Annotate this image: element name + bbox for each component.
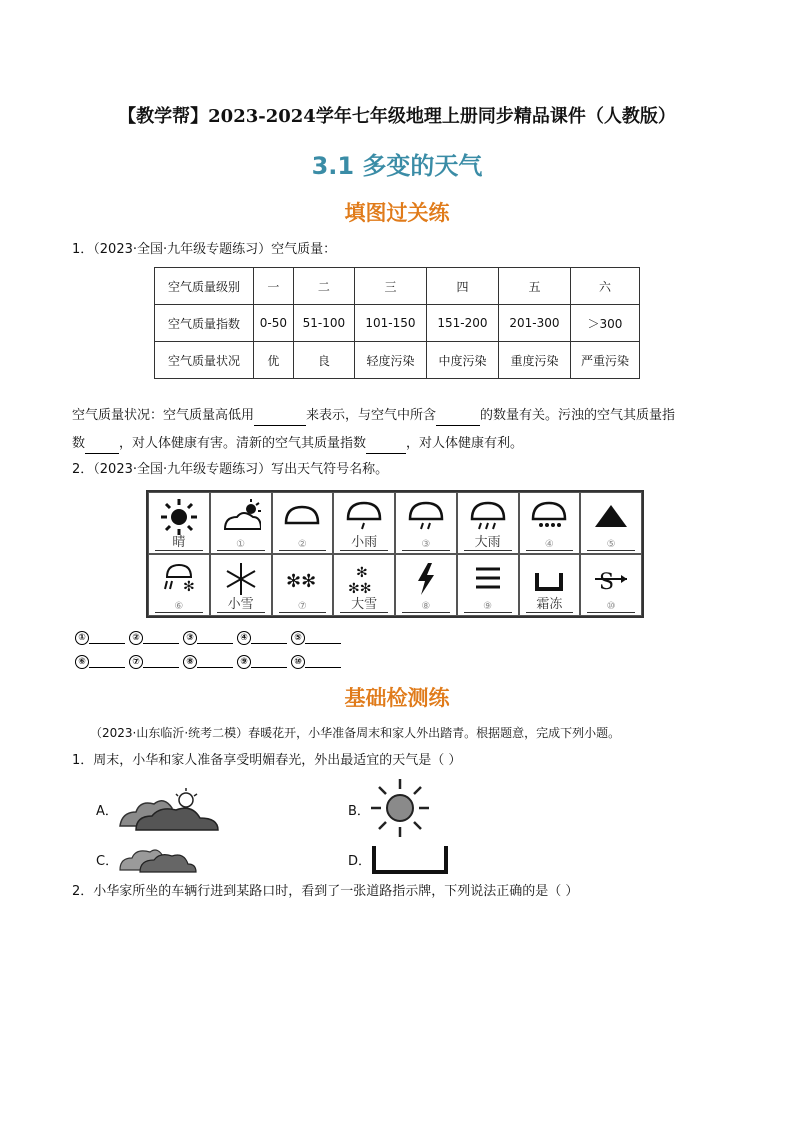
weather-label: 晴 <box>155 531 203 551</box>
answer-number: ⑨ <box>237 655 251 669</box>
answer-number: ⑧ <box>183 655 197 669</box>
question-1-prompt: 1．（2023·全国·九年级专题练习）空气质量： <box>72 242 337 257</box>
fog-icon <box>468 559 508 599</box>
answer-blank[interactable] <box>305 631 341 644</box>
answer-blank[interactable] <box>89 655 125 668</box>
answer-blank[interactable] <box>251 631 287 644</box>
fill-blank[interactable] <box>254 411 306 426</box>
answer-number: ② <box>129 631 143 645</box>
weather-label: 小雨 <box>340 531 388 551</box>
weather-cell <box>272 492 334 554</box>
weather-cell <box>457 492 519 554</box>
table-cell: 151-200 <box>426 305 498 342</box>
table-cell: 中度污染 <box>426 342 498 379</box>
lesson-title: 3.1 多变的天气 <box>311 152 483 180</box>
svg-text:✻✻: ✻✻ <box>286 571 317 592</box>
option-c-label[interactable]: C． <box>96 854 119 869</box>
answer-blank[interactable] <box>197 631 233 644</box>
option-b-label[interactable]: B． <box>348 804 370 819</box>
weather-label[interactable]: ④ <box>526 539 574 551</box>
sandstorm-icon <box>591 559 631 599</box>
table-row <box>155 268 640 305</box>
table-cell: 201-300 <box>498 305 570 342</box>
weather-cell <box>333 492 395 554</box>
fill-blank[interactable] <box>85 439 119 454</box>
table-cell: 良 <box>293 342 354 379</box>
weather-cell <box>395 492 457 554</box>
fill-text: 来表示，与空气中所含 <box>306 408 437 423</box>
answer-blank[interactable] <box>89 631 125 644</box>
weather-cell <box>148 492 210 554</box>
table-cell: 空气质量级别 <box>155 268 254 305</box>
question-1-fill-line-1 <box>72 406 675 426</box>
table-cell: 轻度污染 <box>354 342 426 379</box>
fill-text: 数 <box>72 436 86 451</box>
fill-blank[interactable] <box>366 439 406 454</box>
answer-number: ⑩ <box>291 655 305 669</box>
weather-label: 大雪 <box>340 593 388 613</box>
answer-number: ⑦ <box>129 655 143 669</box>
hail-icon <box>591 497 631 537</box>
weather-label: 霜冻 <box>526 593 574 613</box>
answer-number: ④ <box>237 631 251 645</box>
question-2-prompt: 2．（2023·全国·九年级专题练习）写出天气符号名称。 <box>72 462 389 477</box>
weather-label[interactable]: ① <box>217 539 265 551</box>
answer-row-1 <box>75 630 345 645</box>
weather-label[interactable]: ⑤ <box>587 539 635 551</box>
weather-label[interactable]: ⑧ <box>402 601 450 613</box>
weather-cell <box>210 492 272 554</box>
fill-blank[interactable] <box>436 411 480 426</box>
option-a-label[interactable]: A． <box>96 804 118 819</box>
sun-cloud-icon <box>221 497 261 537</box>
weather-cell <box>148 554 210 616</box>
sleet-icon <box>159 559 199 599</box>
table-cell: 一 <box>254 268 294 305</box>
table-row <box>155 305 640 342</box>
table-cell: 101-150 <box>354 305 426 342</box>
sun-icon <box>370 778 430 838</box>
weather-cell <box>457 554 519 616</box>
weather-cell <box>210 554 272 616</box>
question-1-fill-line-2 <box>72 434 523 454</box>
weather-symbol-grid <box>146 490 644 618</box>
table-cell: 重度污染 <box>498 342 570 379</box>
weather-label[interactable]: ③ <box>402 539 450 551</box>
table-cell: 二 <box>293 268 354 305</box>
table-cell: 空气质量指数 <box>155 305 254 342</box>
fill-text: 的数量有关。污浊的空气其质量指 <box>480 408 676 423</box>
svg-text:S: S <box>599 570 615 595</box>
sun-behind-cloud-icon <box>118 788 222 832</box>
moderate-rain-icon <box>406 497 446 537</box>
table-cell: 0-50 <box>254 305 294 342</box>
weather-cell <box>519 492 581 554</box>
fill-text: ，对人体健康有害。清新的空气其质量指数 <box>119 436 367 451</box>
table-cell: 四 <box>426 268 498 305</box>
option-d-label[interactable]: D． <box>348 854 372 869</box>
shower-icon <box>529 497 569 537</box>
document-header: 【教学帮】2023-2024学年七年级地理上册同步精品课件（人教版） <box>118 106 676 127</box>
answer-blank[interactable] <box>305 655 341 668</box>
answer-number: ⑥ <box>75 655 89 669</box>
table-cell: 六 <box>570 268 639 305</box>
table-cell: 严重污染 <box>570 342 639 379</box>
table-cell: 五 <box>498 268 570 305</box>
frost-icon <box>372 846 448 874</box>
svg-text:✻✻: ✻✻ <box>348 581 372 597</box>
answer-row-2 <box>75 654 345 669</box>
answer-blank[interactable] <box>143 655 179 668</box>
weather-label[interactable]: ⑨ <box>464 601 512 613</box>
weather-label: 小雪 <box>217 593 265 613</box>
mc-question-1: 1．周末，小华和家人准备享受明媚春光，外出最适宜的天气是（ ） <box>72 753 462 768</box>
weather-cell <box>580 554 642 616</box>
answer-number: ① <box>75 631 89 645</box>
cloud-icon <box>282 497 322 537</box>
weather-label: 大雨 <box>464 531 512 551</box>
medium-snow-icon <box>282 559 322 599</box>
answer-number: ⑤ <box>291 631 305 645</box>
section-title-fill-map: 填图过关练 <box>344 200 450 225</box>
table-cell: ＞300 <box>570 305 639 342</box>
weather-label[interactable]: ⑦ <box>279 601 327 613</box>
table-cell: 三 <box>354 268 426 305</box>
table-cell: 51-100 <box>293 305 354 342</box>
weather-cell <box>580 492 642 554</box>
section-title-basic-test: 基础检测练 <box>344 685 450 710</box>
air-quality-table <box>154 267 640 379</box>
weather-label[interactable]: ② <box>279 539 327 551</box>
overcast-cloud-icon <box>118 842 198 874</box>
fill-text: ，对人体健康有利。 <box>406 436 524 451</box>
weather-cell <box>519 554 581 616</box>
fill-text: 空气质量状况：空气质量高低用 <box>72 408 255 423</box>
svg-text:✻: ✻ <box>356 565 368 581</box>
lightning-icon <box>406 559 446 599</box>
weather-cell <box>272 554 334 616</box>
svg-text:✻: ✻ <box>182 579 195 595</box>
weather-label[interactable]: ⑩ <box>587 601 635 613</box>
answer-blank[interactable] <box>251 655 287 668</box>
answer-blank[interactable] <box>197 655 233 668</box>
weather-cell <box>333 554 395 616</box>
mc-question-2: 2．小华家所坐的车辆行进到某路口时，看到了一张道路指示牌，下列说法正确的是（ ） <box>72 884 579 899</box>
scenario-intro: （2023·山东临沂·统考二模）春暖花开，小华准备周末和家人外出踏青。根据题意，完成下列小题。 <box>90 726 621 740</box>
table-cell: 空气质量状况 <box>155 342 254 379</box>
table-row <box>155 342 640 379</box>
answer-number: ③ <box>183 631 197 645</box>
table-cell: 优 <box>254 342 294 379</box>
answer-blank[interactable] <box>143 631 179 644</box>
weather-cell <box>395 554 457 616</box>
weather-label[interactable]: ⑥ <box>155 601 203 613</box>
